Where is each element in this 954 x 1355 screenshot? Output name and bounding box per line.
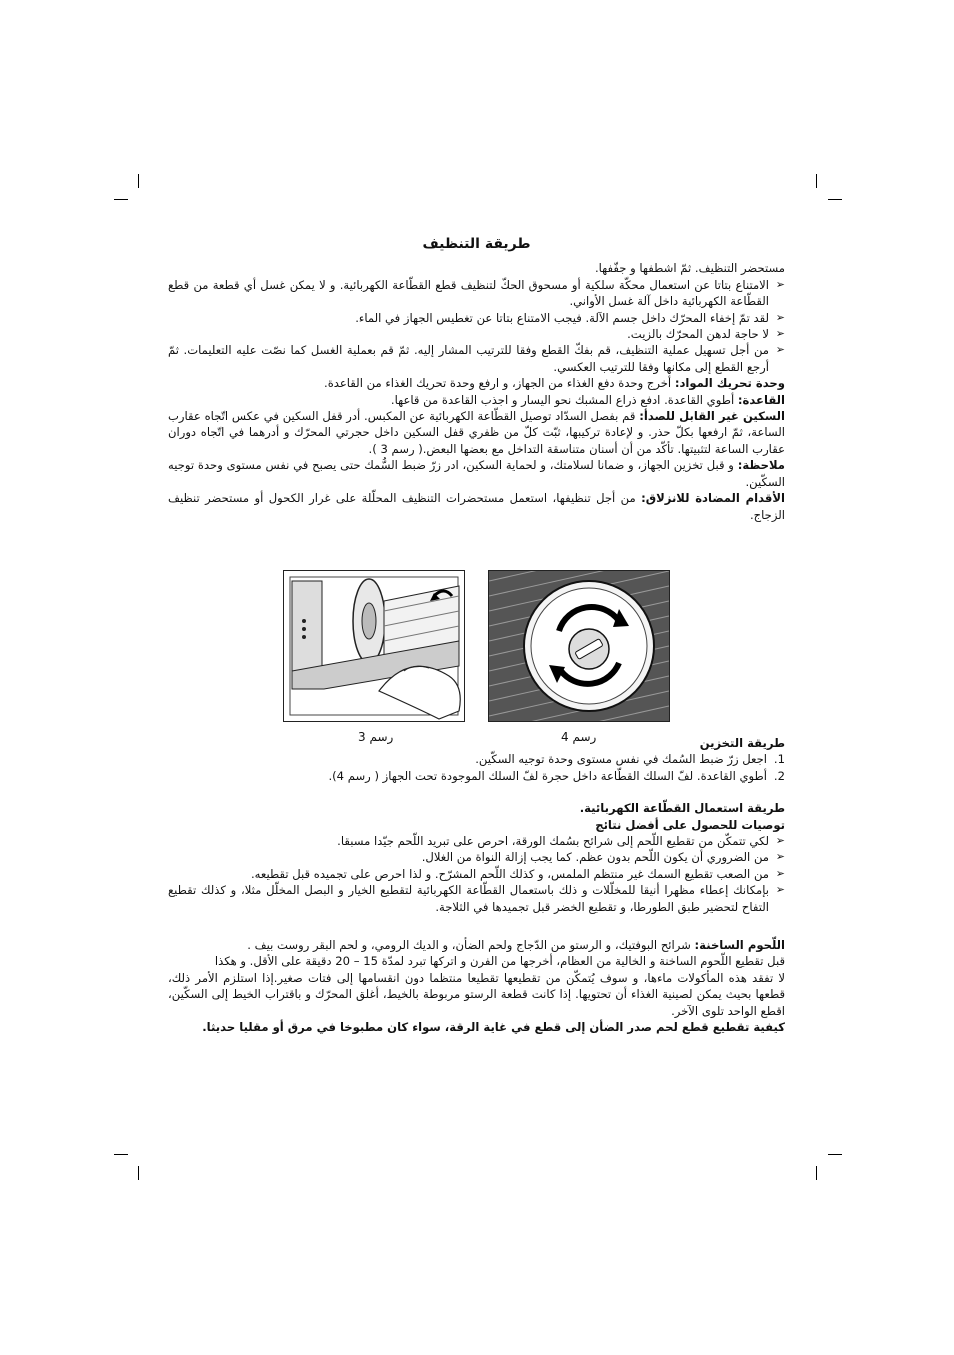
- arrow-bullet-icon: ➢: [775, 327, 785, 341]
- list-item: ➢ من الصعب تقطيع السمك غير منتظم الملمس، و كذلك اللّحم المشرّح. و لذا احرص على تجميده قبل تقطيعه.: [250, 866, 785, 881]
- storage-step: 2. أطوي القاعدة. لفّ السلك القطّاعة داخل حجرة لفّ السلك الموجودة تحت الجهاز ( رسم 4).: [328, 768, 785, 783]
- crop-mark: [114, 1154, 128, 1155]
- part-food-pusher: وحدة تحريك المواد: أخرج وحدة دفع الغذاء من الجهاز، و ارفع وحدة تحريك الغذاء من القاعدة.: [324, 376, 785, 391]
- hot-meats: اللّحوم الساخنة: شرائح البوفتيك، و الرستو من الدّجاج ولحم الضأن، و الديك الرومي، و لحم البقر روست بيف .: [247, 937, 785, 952]
- arrow-bullet-icon: ➢: [775, 310, 785, 324]
- crop-mark: [114, 199, 128, 200]
- list-item: ➢ لقد تمّ إخفاء المحرّك داخل جسم الآلة. فيجب الامتناع بتاتا عن تغطيس الجهاز في الماء.: [355, 310, 785, 325]
- hot-meats-text: لا تفقد هذه المأكولات ماءها، و سوف يُتمكّن من تقطيعها تقطيعا منتظما دون انقسامها إلى فتات صغير.إذا استلزم الأمر ذلك، قطعها بحيث يمكن لصينية الغذاء أن تحتويها. إذا كانت قطعة الرستو مربوطة بالخيط، أغلق المحرّك و باقتراب الخيط إلى السكّين، اقطع الواحد تلوى الآخر.: [168, 970, 785, 1018]
- storage-heading: طريقة التخزين: [699, 735, 785, 750]
- final-heading: كيفية تقطيع قطع لحم صدر الضأن إلى قطع في غاية الرقة، سواء كان مطبوخا في مرق أو مقليا حديثا.: [202, 1020, 785, 1034]
- crop-mark: [816, 174, 817, 188]
- crop-mark: [828, 199, 842, 200]
- crop-mark: [828, 1154, 842, 1155]
- list-item: ➢ من الضروري أن يكون اللّحم بدون عظم. كما يجب إزالة النواة من الغلال.: [421, 850, 785, 865]
- blade-lock-illustration: [489, 571, 669, 721]
- list-item: ➢ لكي تتمكّن من تقطيع اللّحم إلى شرائح بسُمك الورقة، احرص على تبريد اللّحم جيّدا مسبقا.: [337, 833, 785, 848]
- usage-subheading: توصيات للحصول على أفضل نتائج: [595, 817, 785, 832]
- page-title: طريقة التنظيف: [422, 236, 531, 252]
- part-base: القاعدة: أطوي القاعدة. ادفع ذراع المشبك نحو اليسار و اجذب القاعدة من قاعها.: [390, 392, 785, 407]
- cleaning-list: [168, 277, 785, 375]
- arrow-bullet-icon: ➢: [775, 866, 785, 880]
- list-item: ➢ بإمكانك إعطاء مظهرا أنيقا للمخلّلات و ذلك باستعمال القطّاعة الكهربائية لتقطيع الخيار و البصل المخلّل مثلا، و كذلك تقطيع التفاح لتحضير طبق الطورطا، و تقطيع الخضر قبل تجميدها في الثلاجة.: [168, 883, 785, 914]
- slicer-side-illustration: [284, 571, 464, 721]
- intro-line: مستحضر التنظيف. ثمّ اشطفها و جفّفها.: [594, 261, 785, 276]
- arrow-bullet-icon: ➢: [775, 850, 785, 864]
- storage-step: 1. اجعل زرّ ضبط السُمك في نفس مستوى وحدة توجيه السكّين.: [475, 752, 785, 767]
- arrow-bullet-icon: ➢: [775, 277, 785, 291]
- figure-4-caption: رسم 4: [561, 730, 597, 744]
- arrow-bullet-icon: ➢: [775, 833, 785, 847]
- arrow-bullet-icon: ➢: [775, 883, 785, 897]
- list-item: ➢ من أجل تسهيل عملية التنظيف، قم بفكّ القطع وفقا للترتيب المشار إليه. ثمّ قم بعملية الغسل كما نصّت عليه التعليمات. ثمّ أرجع القطع إلى مكانها وفقا للترتيب العكسي.: [168, 343, 785, 374]
- list-item: ➢ لا حاجة لدهن المحرّك بالزيت.: [627, 327, 785, 342]
- part-feet: الأقدام المضادة للانزلاق: من أجل تنظيفها، استعمل مستحضرات التنظيف المحلّلة على غرار الكحول أو مستحضر تنظيف الزجاج.: [168, 491, 785, 522]
- list-item: ➢ الامتناع بتاتا عن استعمال محكّة سلكية أو مسحوق الحكّ لتنظيف قطع القطّاعة الكهربائية. و لا يمكن غسل أي قطعة من قطع القطّاعة الكهربائية داخل آلة غسل الأواني.: [168, 277, 785, 309]
- arrow-bullet-icon: ➢: [775, 343, 785, 357]
- figure-4: [488, 570, 670, 722]
- usage-heading: طريقة استعمال القطّاعة الكهربائية.: [579, 801, 785, 816]
- crop-mark: [816, 1166, 817, 1180]
- part-note: ملاحظة: و قبل تخزين الجهاز، و ضمانا لسلامتك، و لحماية السكين، ادر زرّ ضبط السُّمك حتى يصبح في نفس مستوى وحدة توجيه السكّين.: [168, 458, 785, 489]
- figure-3: [283, 570, 465, 722]
- crop-mark: [138, 1166, 139, 1180]
- part-blade: السكين غير القابل للصدأ: قم بفصل السدّاد توصيل القطّاعة الكهربائية عن المكبس. أدر قفل السكين في عكس اتّجاه عقارب الساعة، ثمّ ارفعها بكلّ حذر. و لإعادة تركيبها، ثبّت كلّ من ظفري قفل السكين داخل حجرتي المحرّك و أدرهما في اتّجاه دوران عقارب الساعة لتثبيتها. تأكّد من أن أسنان متناسقة التداخل مع بعضها البعض.( رسم 3 ).: [168, 409, 785, 456]
- hot-meats-text: قبل تقطيع اللّحوم الساخنة و الخالية من العظام، أخرجها من الفرن و اتركها تبرد لمدّة 15 – 20 دقيقة على الأقل. و هكذا: [214, 954, 785, 969]
- figures: [283, 570, 673, 750]
- figure-3-caption: رسم 3: [358, 730, 394, 744]
- crop-mark: [138, 174, 139, 188]
